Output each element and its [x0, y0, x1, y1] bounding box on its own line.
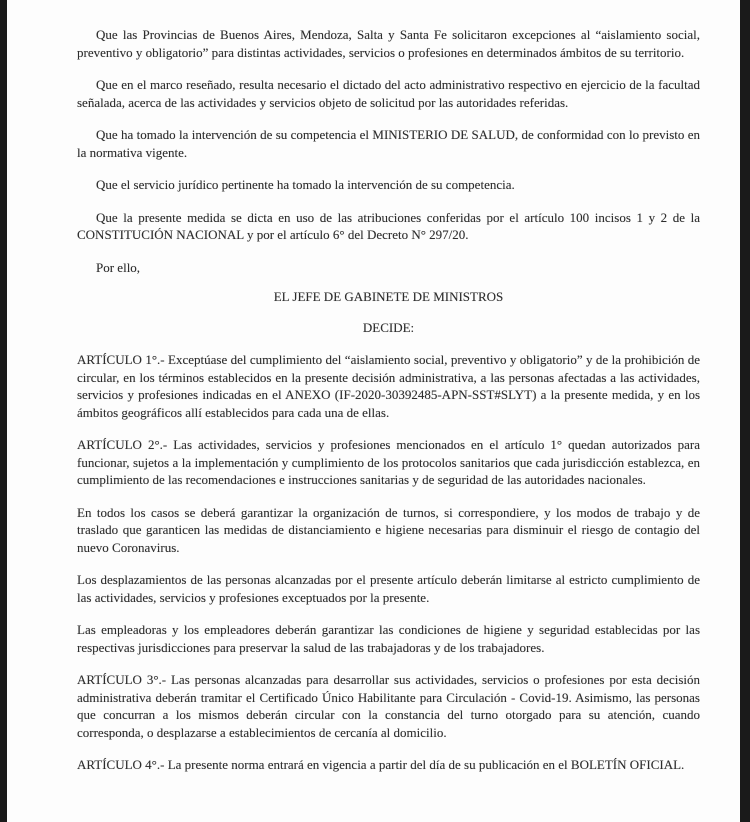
article-3-paragraph: ARTÍCULO 3°.- Las personas alcanzadas para desarrollar sus actividades, servicios o profesiones por esta decisión administrativa deberán tramitar el Certificado Único Habilitante para Circulación - Covid-19. Asimismo, las personas que concurran a los mismos deberán circular con la constancia del turno otorgado para su atención, cuando corresponda, o desplazarse a establecimientos de cercanía al domicilio.	[77, 672, 700, 740]
article-2-turnos-paragraph: En todos los casos se deberá garantizar la organización de turnos, si correspondiere, y los modos de trabajo y de traslado que garanticen las medidas de distanciamiento e higiene necesarias para disminuir el riesgo de contagio del nuevo Coronavirus.	[77, 504, 700, 555]
article-2-desplazamientos-paragraph: Los desplazamientos de las personas alcanzadas por el presente artículo deberán limitarse al estricto cumplimiento de las actividades, servicios y profesiones exceptuados por la presente.	[77, 572, 700, 605]
document-body	[77, 26, 700, 774]
por-ello-phrase: Por ello,	[96, 259, 141, 275]
article-2-paragraph: ARTÍCULO 2°.- Las actividades, servicios y profesiones mencionados en el artículo 1° quedan autorizados para funcionar, sujetos a la implementación y cumplimiento de los protocolos sanitarios que cada jurisdicción establezca, en cumplimiento de las recomendaciones e instrucciones sanitarias y de seguridad de las autoridades nacionales.	[77, 437, 700, 487]
decide-heading: DECIDE:	[362, 319, 415, 335]
recital-marco-resenado: Que en el marco reseñado, resulta necesario el dictado del acto administrativo respectivo en ejercicio de la facultad señalada, acerca de las actividades y servicios objeto de solicitud por las autoridades referidas.	[77, 77, 700, 110]
article-4-paragraph: ARTÍCULO 4°.- La presente norma entrará en vigencia a partir del día de su publicación en el BOLETÍN OFICIAL.	[77, 757, 685, 772]
scan-artifact-left-edge	[0, 0, 7, 822]
article-1-paragraph: ARTÍCULO 1°.- Exceptúase del cumplimiento del “aislamiento social, preventivo y obligatorio” y de la prohibición de circular, en los términos establecidos en la presente decisión administrativa, a las personas afectadas a las actividades, servicios y profesiones indicadas en el ANEXO (IF-2020-30392485-APN-SST#SLYT) a la presente medida, y en los ámbitos geográficos allí establecidos para cada una de ellas.	[77, 352, 700, 420]
recital-servicio-juridico: Que el servicio jurídico pertinente ha tomado la intervención de su competencia.	[96, 177, 515, 192]
recital-atribuciones: Que la presente medida se dicta en uso de las atribuciones conferidas por el artículo 100 incisos 1 y 2 de la CONSTITUCIÓN NACIONAL y por el artículo 6° del Decreto N° 297/20.	[77, 209, 700, 242]
article-2-empleadores-paragraph: Las empleadoras y los empleadores deberán garantizar las condiciones de higiene y seguridad establecidas por las respectivas jurisdicciones para preservar la salud de las trabajadoras y de los trabajadores.	[77, 622, 700, 655]
recital-ministerio-salud: Que ha tomado la intervención de su competencia el MINISTERIO DE SALUD, de conformidad con lo previsto en la normativa vigente.	[77, 127, 700, 160]
recital-provincias: Que las Provincias de Buenos Aires, Mendoza, Salta y Santa Fe solicitaron excepciones al “aislamiento social, preventivo y obligatorio” para distintas actividades, servicios o profesiones en determinados ámbitos de su territorio.	[77, 27, 700, 60]
authority-heading: EL JEFE DE GABINETE DE MINISTROS	[273, 289, 504, 304]
scan-artifact-right-edge	[740, 0, 750, 822]
